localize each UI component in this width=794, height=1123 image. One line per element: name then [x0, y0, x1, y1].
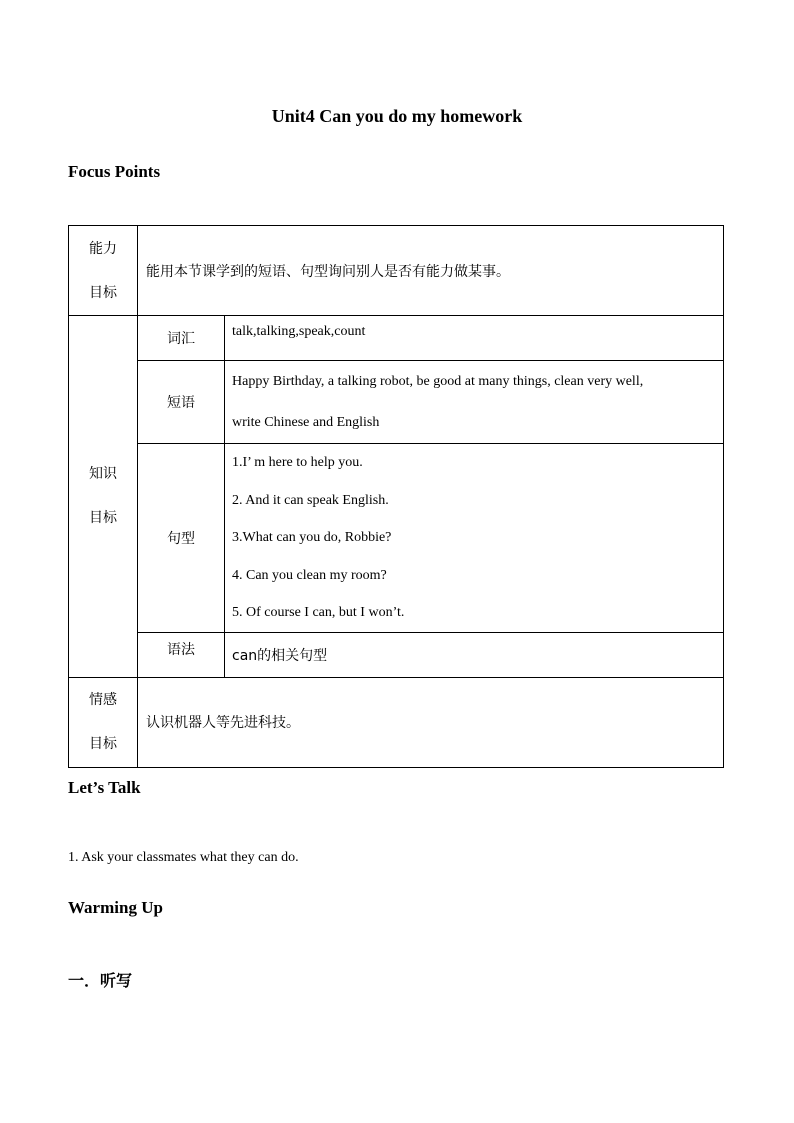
lets-talk-heading: Let’s Talk: [68, 778, 141, 797]
grammar-label: 语法: [138, 632, 225, 677]
ability-label-line1: 能力: [89, 240, 117, 257]
ability-label-cell: [69, 226, 138, 316]
phrases-line1: Happy Birthday, a talking robot, be good at many things, clean very well,: [232, 374, 644, 389]
ability-content: 能用本节课学到的短语、句型询问别人是否有能力做某事。: [138, 226, 724, 316]
vocabulary-content: [225, 316, 724, 361]
sentences-row: [69, 444, 724, 633]
lets-talk-item: 1. Ask your classmates what they can do.: [68, 850, 299, 865]
sentence-item-5: 5. Of course I can, but I won’t.: [232, 605, 405, 620]
emotion-label-cell: [69, 677, 138, 767]
phrases-row: [69, 361, 724, 444]
focus-points-table: [68, 225, 724, 768]
vocabulary-words: talk,talking,speak,count: [232, 324, 366, 339]
grammar-content-prefix: can: [232, 647, 258, 664]
sentence-item-3: 3.What can you do, Robbie?: [232, 530, 392, 545]
emotion-label-line1: 情感: [89, 692, 117, 708]
knowledge-label-line1: 知识: [89, 466, 117, 483]
ability-row: [69, 226, 724, 316]
emotion-label-line2: 目标: [89, 736, 117, 752]
sentence-item-1: 1.I’ m here to help you.: [232, 455, 363, 470]
dictation-heading: 一．听写: [68, 971, 133, 990]
page-title: Unit4 Can you do my homework: [271, 106, 523, 126]
phrases-content: [225, 361, 724, 444]
vocabulary-row: [69, 316, 724, 361]
ability-label-line2: 目标: [89, 284, 117, 301]
phrases-label: 短语: [138, 361, 225, 444]
grammar-content-suffix: 的相关句型: [257, 647, 328, 664]
knowledge-label-cell: [69, 316, 138, 678]
grammar-content: [225, 632, 724, 677]
emotion-content: 认识机器人等先进科技。: [138, 677, 724, 767]
vocabulary-label: 词汇: [138, 316, 225, 361]
sentence-item-2: 2. And it can speak English.: [232, 492, 389, 508]
warming-up-heading: Warming Up: [68, 898, 163, 917]
sentences-content: [225, 444, 724, 633]
focus-points-heading: Focus Points: [68, 162, 161, 181]
knowledge-label-line2: 目标: [89, 510, 117, 527]
grammar-row: [69, 632, 724, 677]
emotion-row: [69, 677, 724, 767]
sentences-label: 句型: [138, 444, 225, 633]
sentence-item-4: 4. Can you clean my room?: [232, 567, 387, 583]
phrases-line2: write Chinese and English: [232, 415, 380, 430]
